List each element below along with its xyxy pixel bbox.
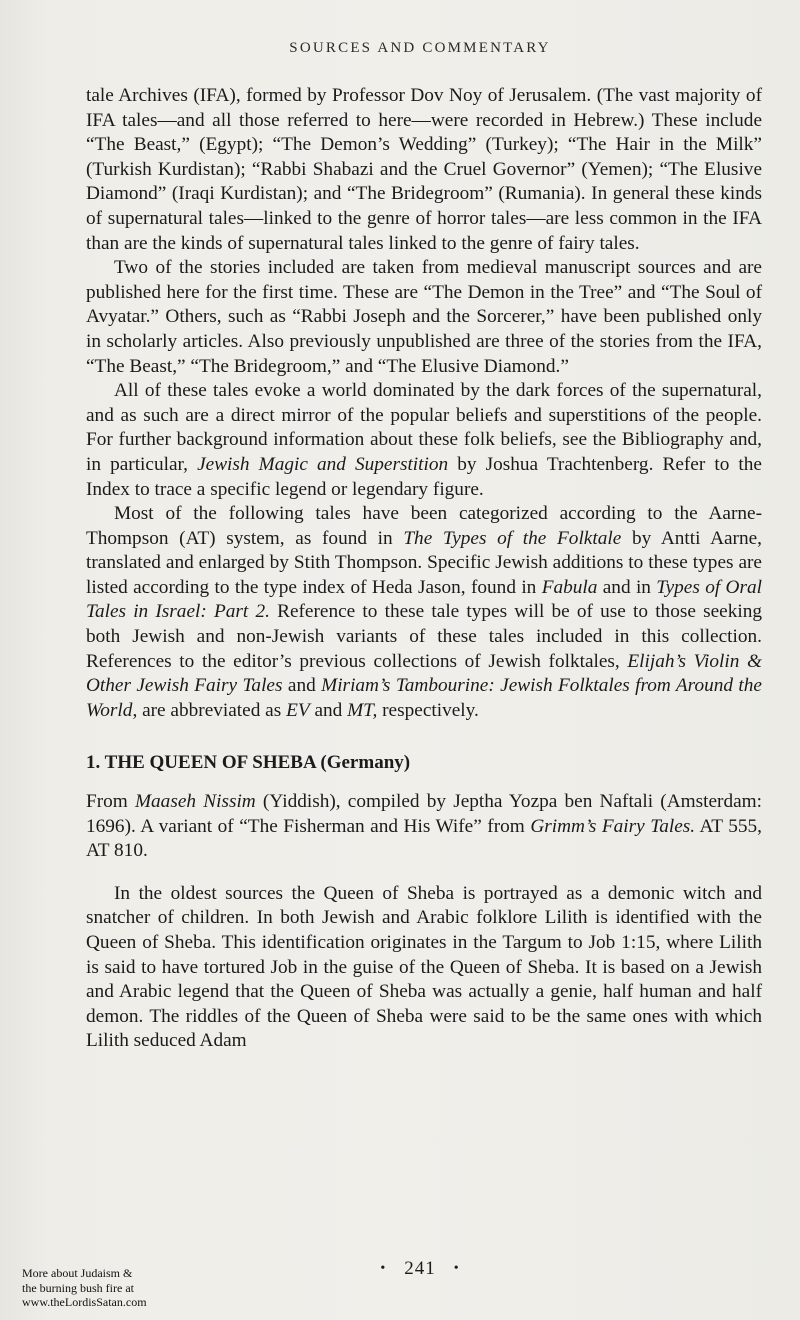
paragraph-4-text: Reference to these tale types will be of use to those seeking both Jewish and non-Jewish variants of these tales included in this collection. References to the editor’s previous collections of Jewish folktales, [86,601,762,672]
paragraph-1: tale Archives (IFA), formed by Professor Dov Noy of Jerusalem. (The vast majority of IFA tales—and all those referred to here—were recorded in Hebrew.) These include “The Beast,” (Egypt); “The Demon’s Wedding” (Turkey); “The Hair in the Milk” (Turkish Kurdistan); “Rabbi Shabazi and the Cruel Governor” (Yemen); “The Elusive Diamond” (Iraqi Kurdistan); and “The Bridegroom” (Rumania). In general these kinds of supernatural tales—linked to the genre of horror tales—are less common in the IFA than are the kinds of supernatural tales linked to the genre of fairy tales. [86,85,762,254]
watermark-url: www.theLordisSatan.com [22,1295,147,1309]
paragraph-2: Two of the stories included are taken from medieval manuscript sources and are published here for the first time. These are “The Demon in the Tree” and “The Soul of Avyatar.” Others, such as “Rabbi Joseph and the Sorcerer,” have been published only in scholarly articles. Also previously unpublished are three of the stories from the IFA, “The Beast,” “The Bridegroom,” and “The Elusive Diamond.” [86,257,762,377]
paragraph-4-text: Most of the following tales have been categorized according to the Aarne-Thompson (AT) system, as found in [86,503,762,549]
source-text: (Yiddish), compiled by Jeptha Yozpa ben Naftali (Amsterdam: 1696). A variant of “The Fisherman and His Wife” from [86,791,763,837]
book-title-italic: Jewish Magic and Superstition [197,453,449,475]
book-title-italic: Grimm’s Fairy Tales. [530,815,696,837]
book-title-italic: Maaseh Nissim [134,791,256,813]
source-text: AT 555, AT 810. [86,815,762,862]
book-title-italic: The Types of the Folktale [403,527,622,549]
paragraph-4-text: , are abbreviated as [132,699,287,721]
section-heading: 1. THE QUEEN OF SHEBA (Germany) [86,752,411,774]
bullet-icon: • [453,1261,460,1276]
abbreviation-italic: MT, [347,699,378,721]
watermark-line: More about Judaism & [22,1266,133,1280]
body-text [86,84,762,1054]
paragraph-4-text: respectively. [377,699,479,721]
running-head: SOURCES AND COMMENTARY [289,40,551,56]
paragraph-4-text: and [282,675,322,697]
paragraph-3-text: All of these tales evoke a world dominated by the dark forces of the supernatural, and as such are a direct mirror of the popular beliefs and superstitions of the people. For further background information about these folk beliefs, see the Bibliography and, in particular, [86,380,762,475]
paragraph-4 [86,502,762,723]
page-number: 241 [404,1258,436,1279]
paragraph-4-text: by Antti Aarne, translated and enlarged by Stith Thompson. Specific Jewish additions to these types are listed according to the type index of Heda Jason, found in [86,527,762,598]
book-title-italic: Types of Oral Tales in Israel: Part 2. [86,576,762,623]
source-text: From [86,791,135,813]
paragraph-3-text: by Joshua Trachtenberg. Refer to the Index to trace a specific legend or legendary figure. [86,453,762,500]
watermark-line: the burning bush fire at [22,1280,134,1295]
commentary-paragraph: In the oldest sources the Queen of Sheba is portrayed as a demonic witch and snatcher of children. In both Jewish and Arabic folklore Lilith is identified with the Queen of Sheba. This identification originates in the Targum to Job 1:15, where Lilith is said to have tortured Job in the guise of the Queen of Sheba. It is based on a Jewish and Arabic legend that the Queen of Sheba was actually a genie, half human and half demon. The riddles of the Queen of Sheba were said to be the same ones with which Lilith seduced Adam [86,882,762,1052]
abbreviation-italic: EV [286,699,310,721]
watermark-text [22,1266,147,1310]
bullet-icon: • [380,1261,387,1276]
source-note [86,790,762,864]
paragraph-4-text: and [309,699,348,721]
paragraph-3 [86,379,762,502]
paragraph-4-text: and in [597,576,657,598]
book-title-italic: Fabula [541,576,598,598]
book-title-italic: Miriam’s Tambourine: Jewish Folktales from Around the World [86,675,762,721]
book-title-italic: Elijah’s Violin & Other Jewish Fairy Tales [86,650,762,697]
